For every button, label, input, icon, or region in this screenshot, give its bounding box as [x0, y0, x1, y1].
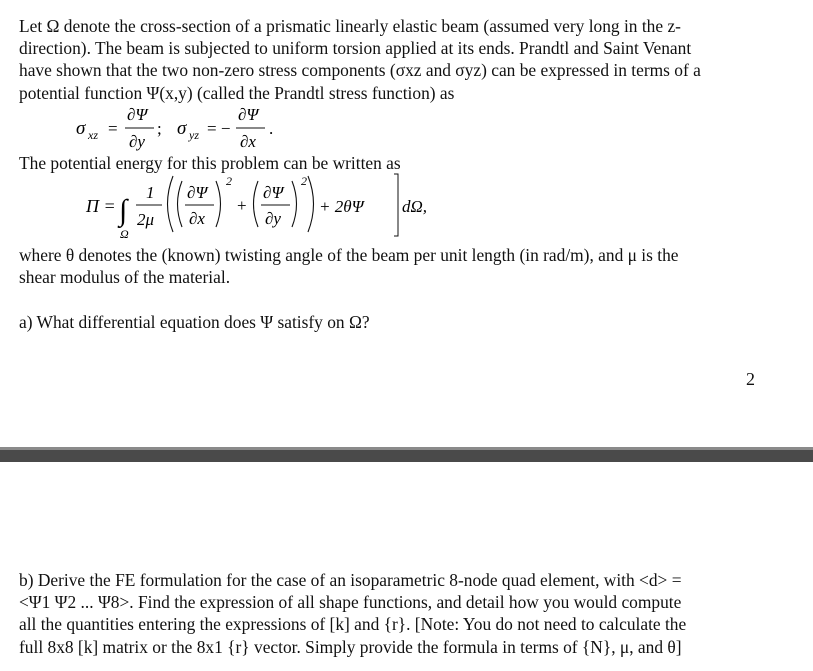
question-b-line: all the quantities entering the expressions of [k] and {r}. [Note: You do not need to calculate the [19, 614, 687, 635]
d-omega: dΩ, [402, 197, 428, 216]
integral-domain: Ω [120, 227, 129, 241]
sigma-xz-symbol: σ [76, 118, 86, 139]
intro-line: Let Ω denote the cross-section of a prismatic linearly elastic beam (assumed very long in the z- [19, 16, 681, 36]
outer-paren-left [168, 176, 174, 232]
source-term: + 2θΨ [319, 197, 364, 216]
question-b-line: <Ψ1 Ψ2 ... Ψ8>. Find the expression of all shape functions, and detail how you would compute [19, 592, 682, 613]
numerator-dpsi: ∂Ψ [127, 105, 148, 124]
energy-equation [40, 172, 460, 244]
question-b-line: full 8x8 [k] matrix or the 8x1 {r} vector. Simply provide the formula in terms of {N}, μ, and θ] [19, 636, 682, 657]
numerator-dpsi: ∂Ψ [238, 105, 259, 124]
where-line: shear modulus of the material. [19, 267, 231, 288]
question-a-text: a) What differential equation does Ψ satisfy on Ω? [19, 312, 370, 332]
inner-paren-left [178, 181, 183, 227]
inner-paren-left [254, 181, 259, 227]
bracket-right [394, 174, 398, 236]
denominator-dx: ∂x [240, 132, 256, 151]
exponent: 2 [301, 174, 307, 188]
intro-line: have shown that the two non-zero stress components (σxz and σyz) can be expressed in terms of a [19, 60, 701, 81]
inner-paren-right [292, 181, 297, 227]
outer-paren-right [308, 176, 314, 232]
equals-sign: = [108, 119, 118, 138]
page-separator [0, 447, 813, 462]
intro-line: potential function Ψ(x,y) (called the Prandtl stress function) as [19, 82, 455, 103]
derivative-numerator: ∂Ψ [263, 183, 284, 202]
where-paragraph [19, 244, 761, 288]
intro-paragraph [19, 15, 761, 104]
energy-intro-paragraph [19, 152, 761, 174]
question-b-line: b) Derive the FE formulation for the case of an isoparametric 8-node quad element, with <d> = [19, 570, 682, 590]
period: . [269, 119, 274, 138]
pi-lhs: Π = [86, 196, 116, 216]
denominator-dy: ∂y [129, 132, 145, 151]
intro-line: direction). The beam is subjected to uniform torsion applied at its ends. Prandtl and Saint Venant [19, 38, 692, 59]
separator: ; [157, 119, 162, 138]
exponent: 2 [226, 174, 232, 188]
energy-intro-line: The potential energy for this problem can be written as [19, 153, 401, 173]
inner-paren-right [216, 181, 221, 227]
derivative-denominator: ∂y [265, 209, 281, 228]
question-b [19, 569, 761, 658]
derivative-numerator: ∂Ψ [187, 183, 208, 202]
sigma-yz-symbol: σ [177, 118, 187, 139]
plus-sign: + [237, 196, 247, 215]
page-number: 2 [746, 369, 755, 389]
stress-equation [70, 104, 310, 154]
where-line: where θ denotes the (known) twisting angle of the beam per unit length (in rad/m), and μ is the [19, 245, 679, 265]
sigma-yz-subscript: yz [189, 128, 199, 142]
derivative-denominator: ∂x [189, 209, 205, 228]
integral-sign: ∫ [119, 194, 128, 227]
sigma-xz-subscript: xz [88, 128, 98, 142]
coefficient-denominator: 2μ [137, 210, 155, 229]
question-a [19, 311, 761, 333]
coefficient-numerator: 1 [146, 183, 155, 202]
equals-minus: = − [207, 119, 231, 138]
